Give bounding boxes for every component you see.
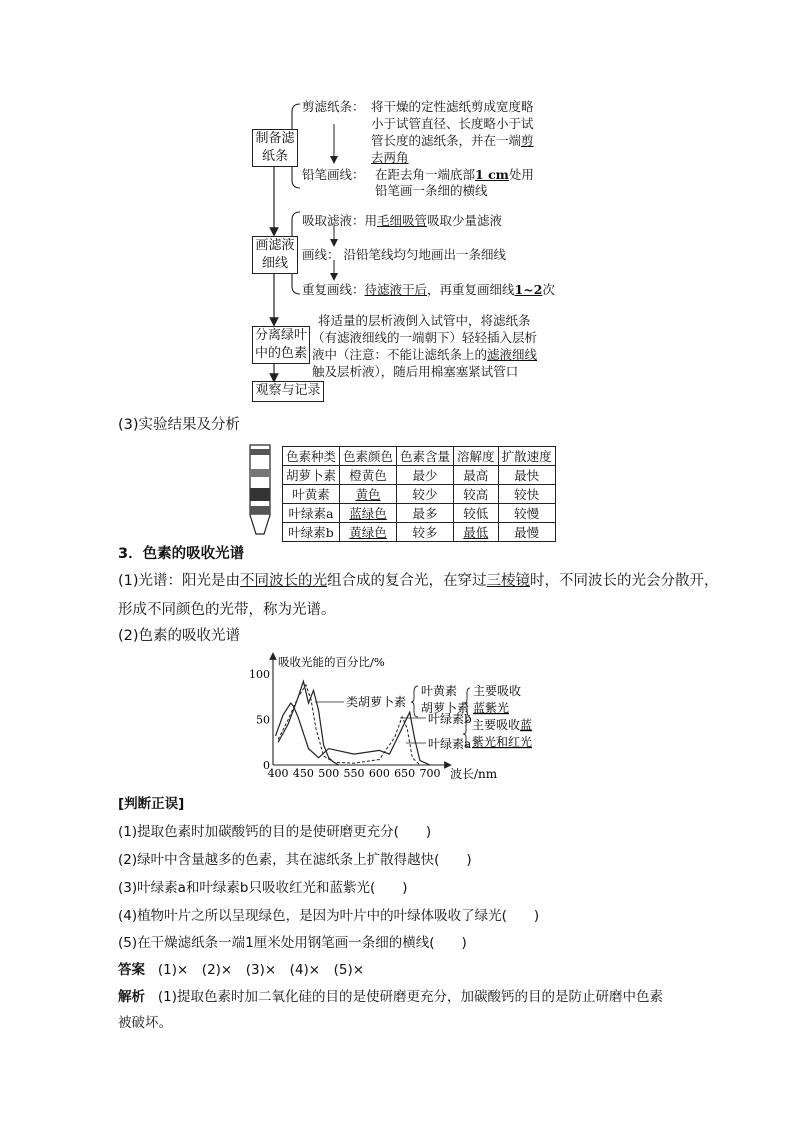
separate-3b: 滤液细线 [487,347,538,362]
repeat-e: 次 [542,282,555,297]
flow-step-draw-l2: 细线 [261,256,288,271]
x-axis-label: 波长/nm [450,767,498,781]
analysis-label: 解析 [118,989,145,1005]
table-cell: 较少 [397,485,454,504]
table-header: 色素种类 [283,447,340,466]
analysis-line1 [118,985,663,1005]
table-cell-text: 黄色 [355,487,381,502]
separate-3a: 液中（注意：不能让滤纸条上的 [312,347,488,362]
pencil-line-1c: 处用 [508,167,534,182]
judge-item-5: (5)在干燥滤纸条一端1厘米处用钢笔画一条细的横线( ) [118,935,467,951]
carotene-label: 胡萝卜素 [421,701,470,715]
table-cell-text: 黄绿色 [349,525,387,540]
repeat-text [302,281,555,298]
pencil-line-label: 铅笔画线： [302,167,365,182]
table-cell: 最慢 [498,523,555,542]
brace-icon [411,686,418,717]
separate-line4: 触及层析液），随后用棉塞塞紧试管口 [312,364,519,379]
table-cell-text: 蓝绿色 [349,506,387,521]
x-tick-label: 400 [267,767,289,780]
spectrum-para-line2: 形成不同颜色的光带，称为光谱。 [118,602,336,618]
separate-line2: （有滤液细线的一端朝下）轻轻插入层析 [312,330,538,345]
absorption-chart [240,650,560,785]
answer-text: (1)× (2)× (3)× (4)× (5)× [157,962,365,978]
x-tick-label: 550 [343,767,365,780]
table-cell: 叶黄素 [283,485,340,504]
flow-step-prepare-l1: 制备滤 [255,131,295,146]
y-tick-label: 100 [249,668,270,681]
sp-e: 时，不同波长的光会分散开， [530,573,719,589]
flow-step-draw [252,236,298,274]
table-cell: 叶绿素a [283,504,340,523]
absorb-b: 毛细吸管 [377,213,428,228]
y-tick-label: 50 [256,713,270,727]
spectrum-para-line1 [118,568,719,594]
series-line-0 [278,681,339,765]
judge-item-2: (2)绿叶中含量越多的色素，其在滤纸条上扩散得越快( ) [118,852,472,868]
sp-c: 组合成的复合光，在穿过 [327,573,487,589]
table-cell: 较多 [397,523,454,542]
cut-strip-line4: 去两角 [371,150,409,165]
flow-step-separate-l2: 中的色素 [254,346,307,361]
table-header: 溶解度 [454,447,499,466]
x-tick-label: 650 [394,767,416,780]
pencil-line-line2: 铅笔画一条细的横线 [375,183,488,198]
absorption-subheading: (2)色素的吸收光谱 [118,628,241,644]
judge-title: [判断正误] [118,796,185,812]
table-cell: 胡萝卜素 [283,466,340,485]
table-cell: 较快 [498,485,555,504]
table-row [283,504,556,523]
table-cell: 最高 [454,466,499,485]
absorb-text [302,212,502,229]
flow-step-separate [252,326,310,364]
judge-item-3: (3)叶绿素a和叶绿素b只吸收红光和蓝紫光( ) [118,880,408,896]
chlb-label: 叶绿素b [428,712,472,726]
table-cell [454,523,499,542]
chromatography-strip-icon [246,444,276,536]
pigment-table-wrap [282,446,556,542]
table-cell: 橙黄色 [340,466,397,485]
absorb-c: 吸取少量滤液 [427,213,503,228]
separate-line3 [312,346,537,363]
judge-item-1: (1)提取色素时加碳酸钙的目的是使研磨更充分( ) [118,824,432,840]
cut-strip-line3b: 剪 [521,133,534,148]
table-cell [340,504,397,523]
main-absorb-1: 主要吸收 [473,684,522,698]
table-row [283,485,556,504]
repeat-c: ，再重复画细线 [427,282,515,297]
flow-step-draw-l1: 画滤液 [255,238,295,253]
draw-line-text: 画线： 沿铅笔线均匀地画出一条细线 [302,247,506,262]
table-header-row [283,447,556,466]
y-axis-label: 吸收光能的百分比/% [278,655,385,669]
section-heading-spectrum: 3．色素的吸收光谱 [118,546,245,562]
main-absorb-2: 主要吸收蓝 [472,718,533,732]
table-cell: 较高 [454,485,499,504]
chla-label: 叶绿素a [428,737,472,751]
table-header: 色素颜色 [340,447,397,466]
result-heading: (3)实验结果及分析 [118,417,241,433]
table-header: 扩散速度 [498,447,555,466]
sp-a: (1)光谱：阳光是由 [118,573,241,589]
table-cell: 较慢 [498,504,555,523]
pigment-table [282,446,556,542]
violet-red-label: 紫光和红光 [472,735,533,749]
absorb-a: 吸取滤液：用 [302,213,378,228]
x-tick-label: 700 [419,767,441,780]
pencil-line-line1 [375,166,534,183]
flow-step-prepare-l2: 纸条 [261,149,288,164]
table-cell [340,523,397,542]
answer-line [118,958,364,978]
carot-label: 类胡萝卜素 [346,695,407,709]
separate-line1: 将适量的层析液倒入试管中，将滤纸条 [318,313,531,328]
cut-strip-label: 剪滤纸条： [302,99,365,114]
table-row [283,466,556,485]
xanth-label: 叶黄素 [421,684,458,698]
repeat-a: 重复画线： [302,282,365,297]
cut-strip-line1: 将干燥的定性滤纸剪成宽度略 [371,99,534,114]
analysis-line2: 被破坏。 [118,1015,172,1031]
flow-step-observe [252,381,324,402]
cut-strip-line2: 小于试管直径、长度略小于试 [371,116,534,131]
x-tick-label: 600 [368,767,390,780]
table-cell: 叶绿素b [283,523,340,542]
repeat-d: 1~2 [514,282,543,297]
cut-strip-line3a: 管长度的滤纸条，并在一端 [371,133,522,148]
x-tick-label: 450 [292,767,314,780]
y-tick-label: 0 [263,759,270,772]
sp-d: 三棱镜 [486,573,531,589]
table-cell: 最快 [498,466,555,485]
absorption-chart-svg [240,650,560,785]
table-header: 色素含量 [397,447,454,466]
analysis-text1: (1)提取色素时加二氧化硅的目的是使研磨更充分，加碳酸钙的目的是防止研磨中色素 [157,989,663,1005]
cut-strip-line3 [371,132,534,149]
series-line-2 [276,703,431,765]
answer-label: 答案 [118,962,145,978]
x-tick-label: 500 [318,767,340,780]
flow-step-separate-l1: 分离绿叶 [254,328,307,343]
table-row [283,523,556,542]
flow-step-observe-l1: 观察与记录 [255,383,321,398]
judge-item-4: (4)植物叶片之所以呈现绿色，是因为叶片中的叶绿体吸收了绿光( ) [118,908,540,924]
pencil-line-1a: 在距去角一端底部 [375,167,476,182]
table-cell-text: 最低 [463,525,489,540]
flow-step-prepare [252,129,298,167]
blue-violet-label: 蓝紫光 [473,701,510,715]
table-cell: 较低 [454,504,499,523]
table-cell: 最多 [397,504,454,523]
table-cell: 最少 [397,466,454,485]
sp-b: 不同波长的光 [240,573,328,589]
pencil-line-1b: 1 cm [475,167,509,182]
repeat-b: 待滤液干后 [364,282,428,297]
table-cell [340,485,397,504]
